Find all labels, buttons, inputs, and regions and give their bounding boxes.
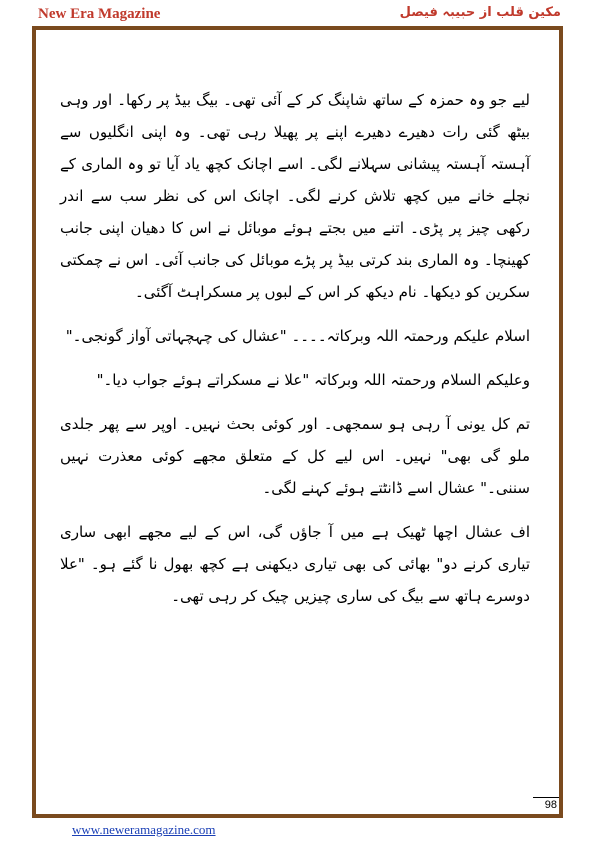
footer-website-link[interactable]: www.neweramagazine.com xyxy=(72,822,216,837)
magazine-name: New Era Magazine xyxy=(38,6,161,22)
paragraph: لیے جو وہ حمزہ کے ساتھ شاپنگ کر کے آئی تھی۔ بیگ بیڈ پر رکھا۔ اور وہی بیٹھ گئی رات دھیرے دھیرے اپنے پر پھیلا رہی تھی۔ وہ اپنی انگلیوں سے آہستہ آہستہ پیشانی سہلانے لگی۔ اسے اچانک کچھ یاد آیا تو وہ الماری کے نچلے خانے میں کچھ تلاش کرنے لگی۔ اچانک اس کی نظر سب سے اندر رکھی چیز پر پڑی۔ اتنے میں بجتے ہوئے موبائل نے اس کا دھیان اپنی جانب کھینچا۔ وہ الماری بند کرتی بیڈ پر پڑے موبائل کی جانب آئی۔ اس نے چمکتی سکرین کو دیکھا۔ نام دیکھ کر اس کے لبوں پر مسکراہٹ آگئی۔ xyxy=(60,91,530,301)
paragraph: وعلیکم السلام ورحمتہ اللہ وبرکاتہ "علا نے مسکراتے ہوئے جواب دیا۔" xyxy=(96,371,530,389)
paragraph: اسلام علیکم ورحمتہ اللہ وبرکاتہ۔۔۔۔ "عشال کی چہچہاتی آواز گونجی۔" xyxy=(65,327,530,345)
page-number: 98 xyxy=(533,797,559,811)
paragraph: تم کل یونی آ رہی ہو سمجھی۔ اور کوئی بحث نہیں۔ اوپر سے پھر جلدی ملو گی بھی" نہیں۔ اس لیے کل کے متعلق مجھے کوئی معذرت نہیں سننی۔" عشال اسے ڈانٹتے ہوئے کہنے لگی۔ xyxy=(60,415,530,497)
article-body xyxy=(60,84,530,624)
paragraph: اف عشال اچھا ٹھیک ہے میں آ جاؤں گی، اس کے لیے مجھے ابھی ساری تیاری کرنے دو" بھائی کی بھی تیاری دیکھنی ہے کچھ بھول نا گئے ہو۔ "علا دوسرے ہاتھ سے بیگ کی ساری چیزیں چیک کر رہی تھی۔ xyxy=(60,523,530,605)
story-title: مکین قلب از حبیبہ فیصل xyxy=(399,5,561,20)
